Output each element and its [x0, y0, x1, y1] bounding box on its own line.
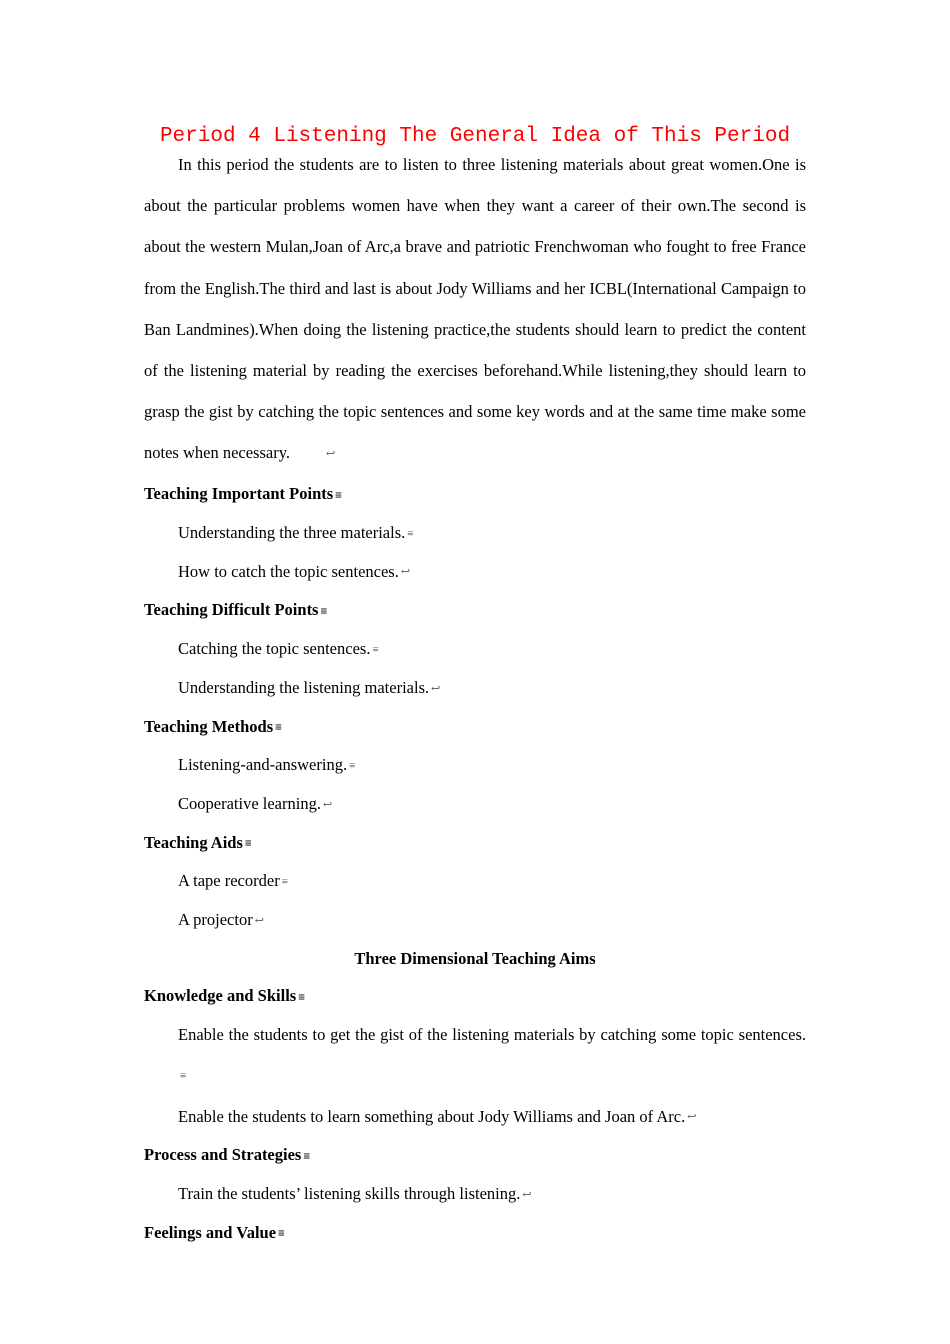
line-break-icon: ≡ [281, 876, 288, 889]
list-item: Catching the topic sentences. ≡ [144, 630, 806, 669]
intro-text: In this period the students are to listen to three listening materials about great women.One is about the particular problems women have when they want a career of their own.The second is about the western Mulan,Joan of Arc,a brave and patriotic Frenchwoman who fought to free France from the English.The third and last is about Jody Williams and her ICBL(International Campaign to Ban Landmines).When doing the listening practice,the students should learn to predict the content of the listening material by reading the exercises beforehand.While listening,they should learn to grasp the gist by catching the topic sentences and some key words and at the same time make some notes when necessary. [144, 155, 806, 463]
line-break-icon: ≡ [335, 487, 343, 502]
paragraph-mark-icon: ↩ [687, 1111, 697, 1124]
line-break-icon: ≡ [244, 836, 252, 851]
document-page [144, 122, 806, 1252]
list-item: How to catch the topic sentences. ↩ [144, 553, 806, 592]
list-item: Cooperative learning. ↩ [144, 785, 806, 824]
intro-paragraph [144, 144, 806, 475]
list-item: Listening-and-answering. ≡ [144, 746, 806, 785]
line-break-icon: ≡ [275, 720, 282, 735]
line-break-icon: ≡ [372, 643, 379, 656]
difficult-points-heading: Teaching Difficult Points ≡ [144, 591, 806, 630]
paragraph-mark-icon: ↩ [400, 566, 411, 579]
knowledge-paragraph: Enable the students to learn something about Jody Williams and Joan of Arc. ↩ [144, 1098, 806, 1137]
paragraph-mark-icon: ↩ [322, 798, 333, 811]
page-title: Period 4 Listening The General Idea of This Period [159, 125, 791, 148]
feelings-heading: Feelings and Value ≡ [144, 1214, 806, 1253]
list-item: A tape recorder ≡ [144, 862, 806, 901]
list-item: Understanding the listening materials. ↩ [144, 669, 806, 708]
process-heading: Process and Strategies ≡ [144, 1136, 806, 1175]
aims-title: Three Dimensional Teaching Aims [354, 948, 596, 968]
paragraph-mark-icon: ↩ [522, 1188, 532, 1201]
list-item: Understanding the three materials. ≡ [144, 514, 806, 553]
line-break-icon: ≡ [278, 1226, 285, 1241]
line-break-icon: ≡ [349, 759, 356, 772]
paragraph-mark-icon: ↩ [254, 914, 264, 927]
line-break-icon: ≡ [180, 1070, 187, 1083]
line-break-icon: ≡ [320, 604, 328, 619]
line-break-icon: ≡ [407, 527, 414, 540]
line-break-icon: ≡ [303, 1149, 311, 1164]
knowledge-heading: Knowledge and Skills ≡ [144, 977, 806, 1016]
knowledge-paragraph: Enable the students to get the gist of the listening materials by catching some topic sentences.≡ [144, 1014, 806, 1098]
methods-heading: Teaching Methods ≡ [144, 708, 806, 747]
paragraph-mark-icon: ↩ [326, 448, 336, 461]
list-item: A projector ↩ [144, 901, 806, 940]
important-points-heading: Teaching Important Points ≡ [144, 475, 806, 514]
aids-heading: Teaching Aids ≡ [144, 824, 806, 863]
paragraph-mark-icon: ↩ [431, 682, 441, 695]
line-break-icon: ≡ [298, 989, 306, 1004]
process-paragraph: Train the students’ listening skills through listening. ↩ [144, 1175, 806, 1214]
